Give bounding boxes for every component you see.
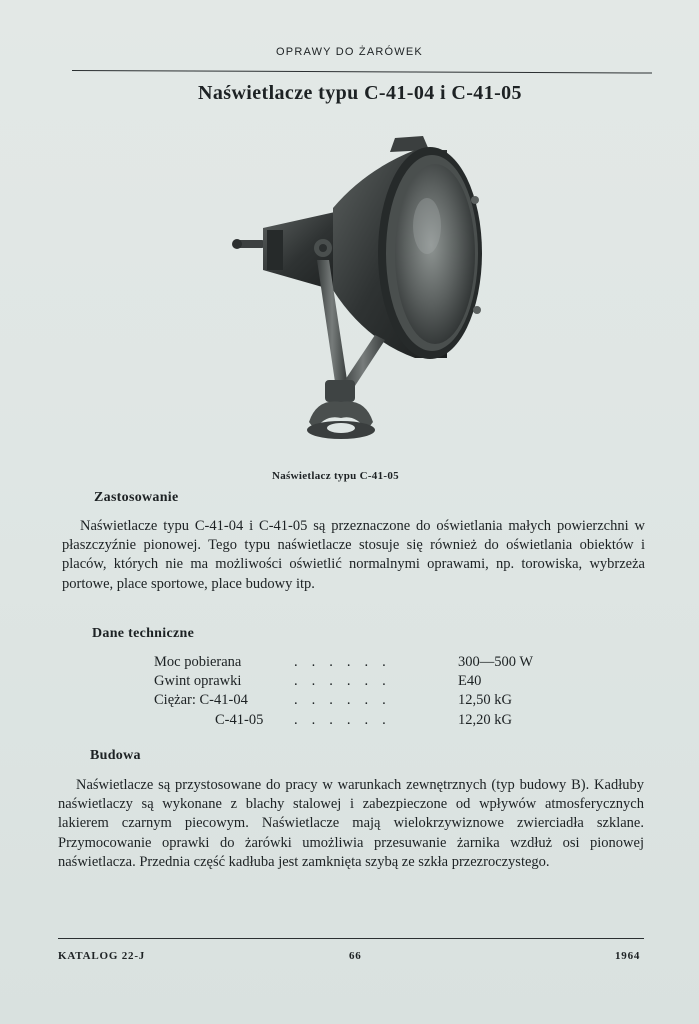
footer-page-number: 66: [349, 950, 362, 962]
running-head: OPRAWY DO ŻARÓWEK: [276, 46, 423, 58]
header-rule: [72, 70, 652, 74]
footer-catalog: KATALOG 22-J: [58, 950, 146, 962]
section-heading-dane-techniczne: Dane techniczne: [92, 626, 195, 641]
spec-label: Gwint oprawki: [154, 673, 242, 690]
paragraph-zastosowanie: [62, 517, 645, 594]
page-title: Naświetlacze typu C-41-04 i C-41-05: [198, 82, 522, 104]
section-heading-zastosowanie: Zastosowanie: [94, 490, 179, 505]
figure-caption: Naświetlacz typu C-41-05: [272, 470, 399, 482]
spec-value: 12,20 kG: [458, 711, 512, 728]
spec-label: Ciężar: C-41-04: [154, 692, 248, 709]
spec-leader: ......: [294, 711, 400, 728]
spec-leader: ......: [294, 654, 400, 670]
spec-leader: ......: [294, 692, 400, 709]
spec-label: C-41-05: [215, 711, 264, 728]
spec-value: E40: [458, 673, 482, 690]
spec-label: Moc pobierana: [154, 654, 242, 670]
footer-year: 1964: [615, 950, 641, 962]
paragraph-budowa: [58, 776, 644, 872]
floodlight-photo: [225, 130, 495, 455]
paragraph-budowa-text: Naświetlacze są przystosowane do pracy w warunkach zewnętrznych (typ budowy B). Kadłuby naświetlaczy są wykonane z blachy stalowej i zabezpieczone od wpływów atmosferycznych lakierem czarnym piecowym. Naświetlacze mają wielokrzywiznowe zwierciadła szklane. Przymocowanie oprawki do żarówki umożliwia przesuwanie żarnika wzdłuż osi pionowej naświetlacza. Przednia część kadłuba jest zamknięta szybą ze szkła przezroczystego.: [58, 777, 644, 870]
section-heading-budowa: Budowa: [90, 748, 141, 763]
spec-leader: ......: [294, 673, 400, 690]
spec-value: 12,50 kG: [458, 692, 512, 709]
spec-value: 300—500 W: [458, 654, 534, 670]
footer-rule: [58, 938, 644, 939]
paragraph-zastosowanie-text: Naświetlacze typu C-41-04 i C-41-05 są przeznaczone do oświetlania małych powierzchni w płaszczyźnie pionowej. Tego typu naświetlacze stosuje się również do oświetlania obiektów i placów, których nie ma możliwości oświetlić normalnymi oprawami, np. torowiska, wybrzeża portowe, place sportowe, place budowy itp.: [62, 518, 645, 592]
